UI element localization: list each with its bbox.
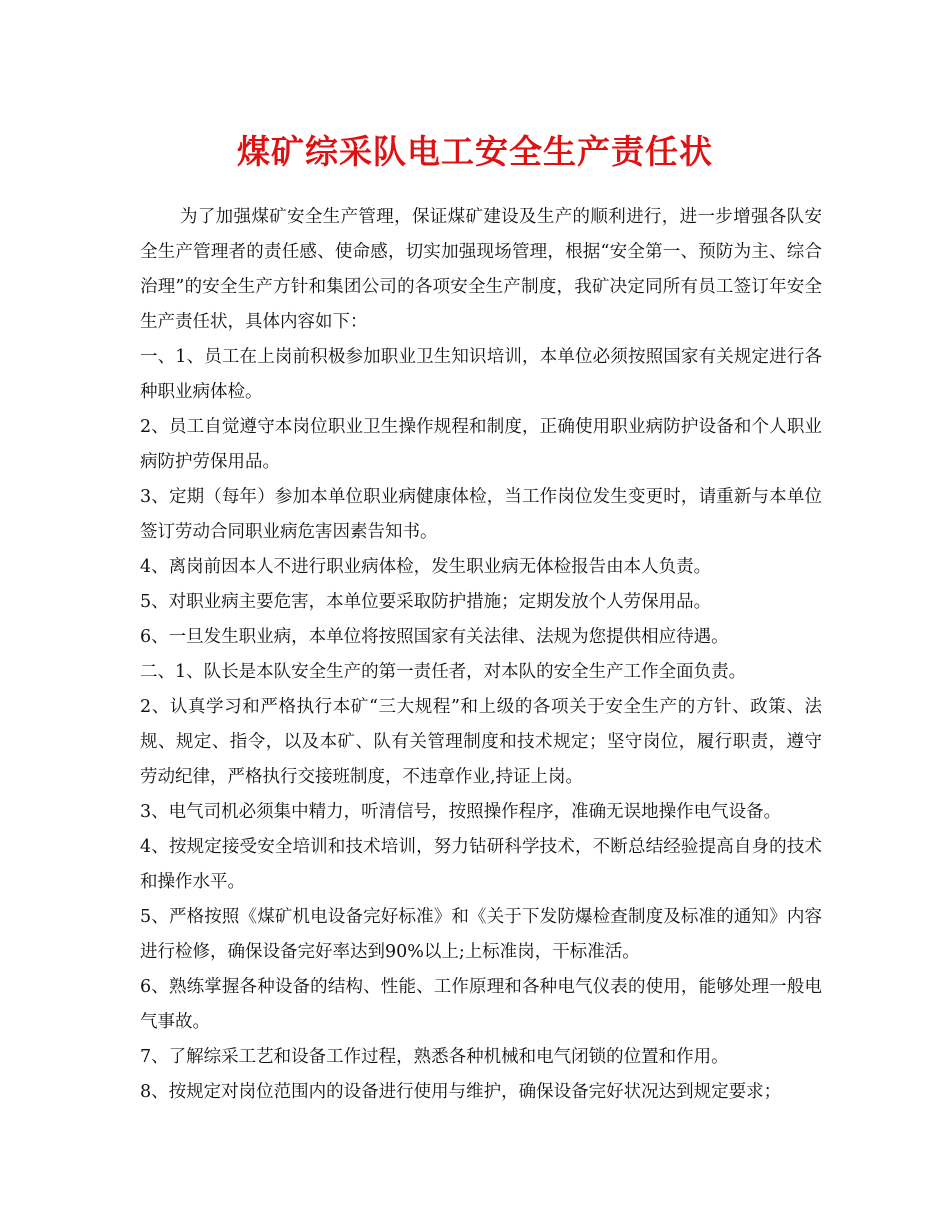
paragraph: 二、1、队长是本队安全生产的第一责任者，对本队的安全生产工作全面负责。 <box>140 662 747 682</box>
paragraph: 3、电气司机必须集中精力，听清信号，按照操作程序，准确无误地操作电气设备。 <box>140 802 782 822</box>
intro-paragraph: 为了加强煤矿安全生产管理，保证煤矿建设及生产的顺利进行，进一步增强各队安全生产管理者的责任感、使命感，切实加强现场管理，根据“安全第一、预防为主、综合治理”的安全生产方针和集团公司的各项安全生产制度，我矿决定同所有员工签订年安全生产责任状，具体内容如下： <box>140 207 822 332</box>
paragraph: 3、定期（每年）参加本单位职业病健康体检，当工作岗位发生变更时，请重新与本单位签订劳动合同职业病危害因素告知书。 <box>140 487 822 542</box>
document-body <box>140 200 822 1110</box>
paragraph: 2、员工自觉遵守本岗位职业卫生操作规程和制度，正确使用职业病防护设备和个人职业病防护劳保用品。 <box>140 417 822 472</box>
paragraph: 7、了解综采工艺和设备工作过程，熟悉各种机械和电气闭锁的位置和作用。 <box>140 1047 729 1067</box>
paragraph: 8、按规定对岗位范围内的设备进行使用与维护，确保设备完好状况达到规定要求； <box>140 1082 782 1102</box>
paragraph: 5、严格按照《煤矿机电设备完好标准》和《关于下发防爆检查制度及标准的通知》内容进行检修，确保设备完好率达到90%以上;上标准岗，干标准活。 <box>140 907 822 962</box>
paragraph: 6、熟练掌握各种设备的结构、性能、工作原理和各种电气仪表的使用，能够处理一般电气事故。 <box>140 977 822 1032</box>
document-title: 煤矿综采队电工安全生产责任状 <box>237 132 713 171</box>
paragraph: 一、1、员工在上岗前积极参加职业卫生知识培训，本单位必须按照国家有关规定进行各种职业病体检。 <box>140 347 822 402</box>
paragraph: 6、一旦发生职业病，本单位将按照国家有关法律、法规为您提供相应待遇。 <box>140 627 729 647</box>
paragraph: 5、对职业病主要危害，本单位要采取防护措施；定期发放个人劳保用品。 <box>140 592 712 612</box>
paragraph: 2、认真学习和严格执行本矿“三大规程”和上级的各项关于安全生产的方针、政策、法规、规定、指令，以及本矿、队有关管理制度和技术规定；坚守岗位，履行职责，遵守劳动纪律，严格执行交接班制度，不违章作业,持证上岗。 <box>140 697 822 787</box>
paragraph: 4、按规定接受安全培训和技术培训，努力钻研科学技术，不断总结经验提高自身的技术和操作水平。 <box>140 837 822 892</box>
paragraph: 4、离岗前因本人不进行职业病体检，发生职业病无体检报告由本人负责。 <box>140 557 712 577</box>
